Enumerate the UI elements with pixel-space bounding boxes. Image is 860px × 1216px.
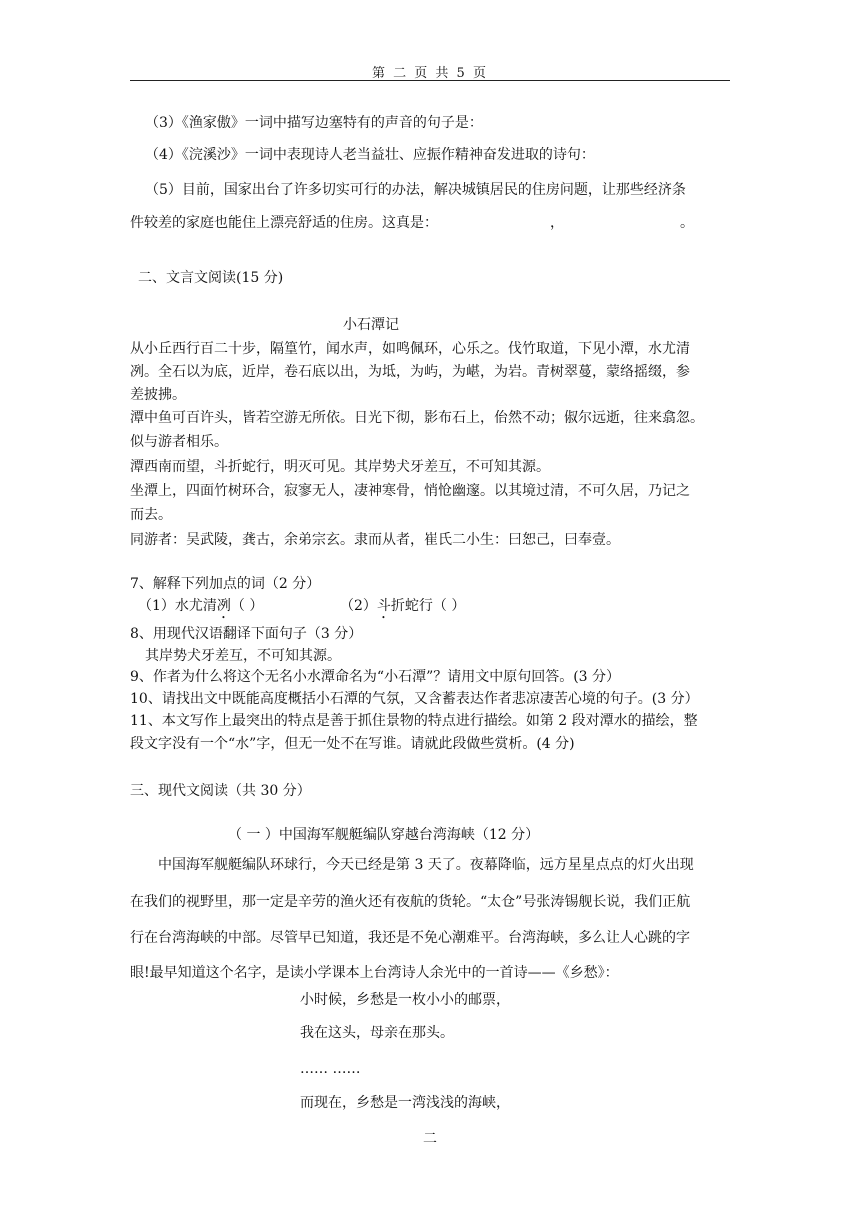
question-7-item-2-suffix: 折蛇行	[390, 598, 433, 614]
question-7-item-2	[340, 596, 465, 622]
question-11-line2: 段文字没有一个“水”字，但无一处不在写谁。请就此段做些赏析。(4 分)	[130, 736, 575, 752]
question-8-sentence: 其岸势犬牙差互，不可知其源。	[145, 648, 341, 664]
question-3: （3）《渔家傲》一词中描写边塞特有的声音的句子是：	[145, 115, 483, 131]
question-7-item-1-blank: （ ）	[230, 598, 264, 614]
question-7-item-2-prefix: （2）	[340, 598, 377, 614]
article-line: 行在台湾海峡的中部。尽管早已知道，我还是不免心潮难平。台湾海峡，多么让人心跳的字	[130, 930, 690, 946]
poem-line: 我在这头，母亲在那头。	[300, 1025, 454, 1041]
section-2-heading: 二、文言文阅读(15 分)	[138, 270, 284, 286]
question-4: （4）《浣溪沙》一词中表现诗人老当益壮、应振作精神奋发进取的诗句：	[145, 147, 595, 163]
question-5-comma: ，	[550, 215, 564, 231]
passage-line: 同游者：吴武陵，龚古，余弟宗玄。隶而从者，崔氏二小生：曰恕己，曰奉壹。	[130, 532, 620, 548]
article-title: （ 一 ）中国海军舰艇编队穿越台湾海峡（12 分）	[228, 827, 540, 843]
poem-line: 而现在，乡愁是一湾浅浅的海峡，	[300, 1095, 510, 1111]
passage-line: 坐潭上，四面竹树环合，寂寥无人，凄神寒骨，悄怆幽邃。以其境过清，不可久居，乃记之	[130, 483, 690, 499]
page-footer: 二	[423, 1131, 437, 1147]
poem-line: …… ……	[300, 1061, 361, 1077]
passage-line: 潭中鱼可百许头，皆若空游无所依。日光下彻，影布石上，佁然不动；俶尔远逝，往来翕忽。	[130, 410, 704, 426]
passage-line: 从小丘西行百二十步，隔篁竹，闻水声，如鸣佩环，心乐之。伐竹取道，下见小潭，水尤清	[130, 341, 690, 357]
article-line: 中国海军舰艇编队环球行，今天已经是第 3 天了。夜幕降临，远方星星点点的灯火出现	[158, 857, 694, 873]
question-7-item-2-dotted-word: 斗	[376, 598, 391, 614]
passage-line: 冽。全石以为底，近岸，卷石底以出，为坻，为屿，为嵁，为岩。青树翠蔓，蒙络摇缀，参	[130, 364, 690, 380]
question-7-item-2-blank: （ ）	[432, 598, 466, 614]
passage-line: 潭西南而望，斗折蛇行，明灭可见。其岸势犬牙差互，不可知其源。	[130, 459, 550, 475]
header-divider	[130, 80, 730, 81]
question-7-item-1-prefix: （1）水尤清	[138, 598, 217, 614]
question-5-period: 。	[680, 215, 694, 231]
article-line: 在我们的视野里，那一定是辛劳的渔火还有夜航的货轮。“太仓”号张涛锡舰长说，我们正航	[130, 894, 691, 910]
passage-line: 差披拂。	[130, 387, 186, 403]
question-7: 7、解释下列加点的词（2 分）	[130, 576, 321, 592]
question-11-line1: 11、本文写作上最突出的特点是善于抓住景物的特点进行描绘。如第 2 段对潭水的描绘，整	[130, 713, 698, 729]
question-7-item-1-dotted-word: 冽	[216, 598, 231, 614]
passage-line: 而去。	[130, 507, 172, 523]
question-8: 8、用现代汉语翻译下面句子（3 分）	[130, 626, 363, 642]
question-5-line1: （5）目前，国家出台了许多切实可行的办法，解决城镇居民的住房问题，让那些经济条	[145, 182, 686, 198]
question-7-item-1	[138, 596, 263, 622]
article-line: 眼!最早知道这个名字，是读小学课本上台湾诗人余光中的一首诗——《乡愁》：	[130, 965, 619, 981]
question-9: 9、作者为什么将这个无名小水潭命名为“小石潭”？请用文中原句回答。(3 分）	[130, 669, 621, 685]
passage-line: 似与游者相乐。	[130, 434, 228, 450]
section-3-heading: 三、现代文阅读（共 30 分）	[130, 783, 311, 799]
passage-title: 小石潭记	[343, 317, 399, 333]
page-header: 第 二 页 共 5 页	[372, 66, 488, 81]
question-10: 10、请找出文中既能高度概括小石潭的气氛，又含蓄表达作者悲凉凄苦心境的句子。(3 分）	[130, 691, 699, 707]
question-5-line2: 件较差的家庭也能住上漂亮舒适的住房。这真是：	[130, 215, 438, 231]
poem-line: 小时候，乡愁是一枚小小的邮票，	[300, 992, 510, 1008]
